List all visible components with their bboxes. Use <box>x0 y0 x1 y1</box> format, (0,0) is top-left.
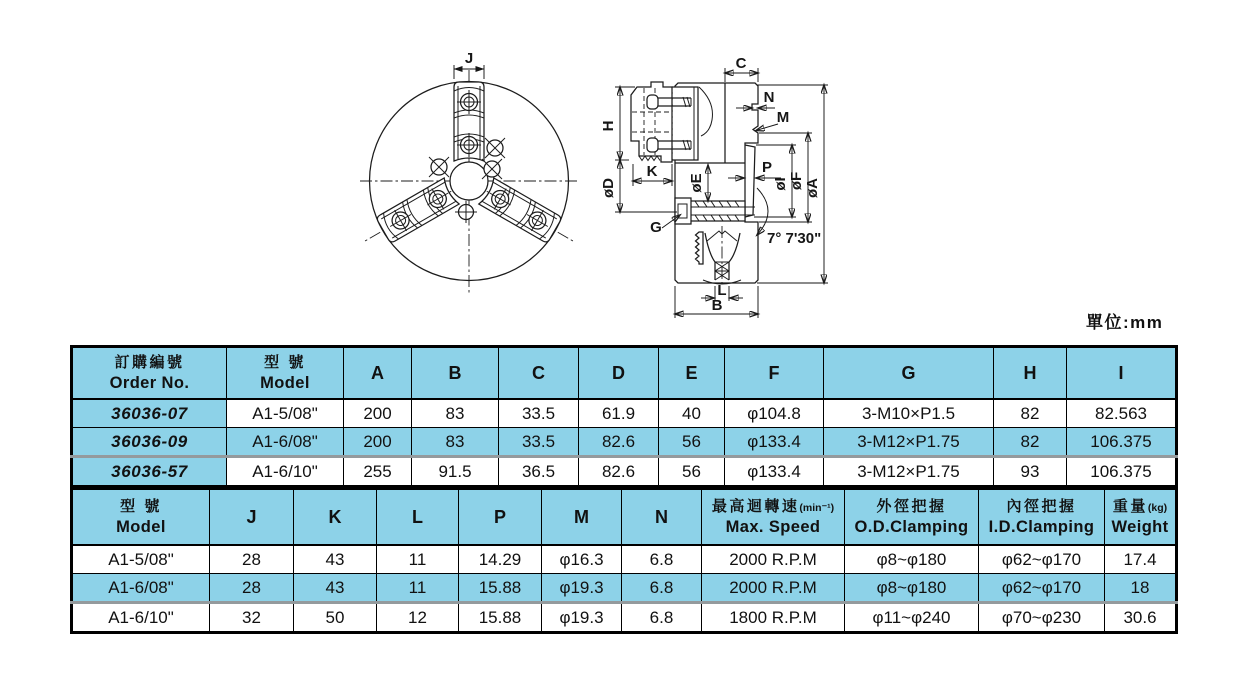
column-header-10: I <box>1067 347 1177 400</box>
dim-label-of: øF <box>788 171 805 191</box>
cell-r0-c0: 36036-07 <box>72 399 227 428</box>
table-row <box>72 457 1177 487</box>
chuck-side-section-drawing <box>595 40 895 340</box>
cell-r0-c2: 200 <box>344 399 412 428</box>
cell-r1-c0: 36036-09 <box>72 428 227 457</box>
cell-r0-c7: 2000 R.P.M <box>702 545 845 574</box>
dim-label-c: C <box>735 55 747 72</box>
cell-r1-c2: 200 <box>344 428 412 457</box>
cell-r0-c3: 11 <box>377 545 459 574</box>
column-header-1: J <box>210 489 294 546</box>
cell-r1-c4: 15.88 <box>459 574 542 603</box>
table-row <box>72 574 1177 603</box>
cell-r2-c0: A1-6/10" <box>72 603 210 633</box>
dim-label-p: P <box>761 159 773 176</box>
dim-label-oa: øA <box>804 178 821 198</box>
cell-r0-c6: 40 <box>659 399 725 428</box>
cell-r0-c8: 3-M10×P1.5 <box>824 399 994 428</box>
cell-r2-c3: 91.5 <box>412 457 499 487</box>
column-header-3: L <box>377 489 459 546</box>
table-row <box>72 545 1177 574</box>
mounting-screw-section <box>675 198 755 224</box>
chuck-jaw <box>479 178 562 243</box>
chuck-front-view-drawing <box>340 40 600 305</box>
cell-r1-c2: 43 <box>294 574 377 603</box>
dim-od <box>600 160 677 212</box>
dim-label-n: N <box>763 89 775 106</box>
column-header-4: P <box>459 489 542 546</box>
cell-r0-c8: φ8~φ180 <box>845 545 979 574</box>
dim-label-k: K <box>646 163 658 180</box>
dim-c <box>725 55 758 82</box>
unit-label: 單位:mm <box>1086 313 1164 332</box>
column-header-0: 訂購編號 Order No. <box>72 347 227 400</box>
cell-r0-c9: 82 <box>994 399 1067 428</box>
dim-label-l: L <box>717 282 727 299</box>
cell-r2-c6: 6.8 <box>622 603 702 633</box>
dim-m <box>756 109 789 131</box>
cell-r0-c1: 28 <box>210 545 294 574</box>
dim-label-j: J <box>464 50 474 67</box>
cell-r2-c9: 93 <box>994 457 1067 487</box>
cell-r2-c5: 82.6 <box>579 457 659 487</box>
cell-r0-c4: 33.5 <box>499 399 579 428</box>
header-row <box>72 347 1177 400</box>
cell-r1-c3: 83 <box>412 428 499 457</box>
column-header-7: 最高迴轉速(min⁻¹) Max. Speed <box>702 489 845 546</box>
cell-r2-c8: 3-M12×P1.75 <box>824 457 994 487</box>
cell-r2-c2: 255 <box>344 457 412 487</box>
dim-h <box>600 87 635 160</box>
cell-r2-c9: φ70~φ230 <box>979 603 1105 633</box>
column-header-10: 重量(kg) Weight <box>1105 489 1177 546</box>
cell-r0-c5: 61.9 <box>579 399 659 428</box>
dim-label-g: G <box>650 219 662 236</box>
cell-r1-c8: 3-M12×P1.75 <box>824 428 994 457</box>
column-header-5: D <box>579 347 659 400</box>
cell-r0-c0: A1-5/08" <box>72 545 210 574</box>
cell-r1-c5: φ19.3 <box>542 574 622 603</box>
dim-label-angle: 7° 7'30" <box>767 230 822 247</box>
cell-r2-c1: 32 <box>210 603 294 633</box>
cell-r1-c9: 82 <box>994 428 1067 457</box>
cell-r2-c2: 50 <box>294 603 377 633</box>
specs-table-container <box>70 487 1178 634</box>
chuck-jaw <box>454 82 484 161</box>
cell-r1-c5: 82.6 <box>579 428 659 457</box>
cell-r0-c10: 82.563 <box>1067 399 1177 428</box>
cell-r1-c7: φ133.4 <box>725 428 824 457</box>
dim-label-h: H <box>600 120 617 132</box>
header-row <box>72 489 1177 546</box>
column-header-2: A <box>344 347 412 400</box>
cell-r1-c3: 11 <box>377 574 459 603</box>
cell-r2-c10: 30.6 <box>1105 603 1177 633</box>
cell-r0-c3: 83 <box>412 399 499 428</box>
column-header-2: K <box>294 489 377 546</box>
cell-r1-c6: 6.8 <box>622 574 702 603</box>
table-row <box>72 428 1177 457</box>
cell-r0-c4: 14.29 <box>459 545 542 574</box>
dim-k <box>633 163 672 186</box>
dimensions-table-container <box>70 345 1178 488</box>
column-header-5: M <box>542 489 622 546</box>
column-header-7: F <box>725 347 824 400</box>
column-header-0: 型 號 Model <box>72 489 210 546</box>
column-header-9: 內徑把握 I.D.Clamping <box>979 489 1105 546</box>
cell-r0-c10: 17.4 <box>1105 545 1177 574</box>
cell-r1-c9: φ62~φ170 <box>979 574 1105 603</box>
cell-r2-c6: 56 <box>659 457 725 487</box>
cell-r2-c10: 106.375 <box>1067 457 1177 487</box>
table-row <box>72 603 1177 633</box>
cell-r2-c0: 36036-57 <box>72 457 227 487</box>
cell-r2-c7: 1800 R.P.M <box>702 603 845 633</box>
column-header-6: E <box>659 347 725 400</box>
dim-label-oi: øI <box>772 177 789 191</box>
cell-r0-c6: 6.8 <box>622 545 702 574</box>
cell-r2-c8: φ11~φ240 <box>845 603 979 633</box>
cell-r0-c9: φ62~φ170 <box>979 545 1105 574</box>
table-row <box>72 399 1177 428</box>
column-header-6: N <box>622 489 702 546</box>
dim-label-oe: øE <box>688 173 705 193</box>
cell-r0-c7: φ104.8 <box>725 399 824 428</box>
column-header-4: C <box>499 347 579 400</box>
cell-r1-c10: 106.375 <box>1067 428 1177 457</box>
cell-r0-c1: A1-5/08" <box>227 399 344 428</box>
cell-r1-c7: 2000 R.P.M <box>702 574 845 603</box>
column-header-9: H <box>994 347 1067 400</box>
cell-r1-c10: 18 <box>1105 574 1177 603</box>
dimensions-table <box>70 345 1178 488</box>
specs-table <box>70 487 1178 634</box>
cell-r2-c5: φ19.3 <box>542 603 622 633</box>
dim-label-od: øD <box>600 178 617 198</box>
cell-r0-c5: φ16.3 <box>542 545 622 574</box>
cell-r1-c6: 56 <box>659 428 725 457</box>
column-header-3: B <box>412 347 499 400</box>
cell-r2-c4: 36.5 <box>499 457 579 487</box>
cell-r2-c4: 15.88 <box>459 603 542 633</box>
cell-r1-c1: 28 <box>210 574 294 603</box>
cell-r2-c1: A1-6/10" <box>227 457 344 487</box>
cell-r0-c2: 43 <box>294 545 377 574</box>
dim-label-b: B <box>711 297 723 314</box>
chuck-jaw <box>376 178 459 243</box>
cell-r1-c0: A1-6/08" <box>72 574 210 603</box>
cell-r2-c7: φ133.4 <box>725 457 824 487</box>
column-header-8: 外徑把握 O.D.Clamping <box>845 489 979 546</box>
cell-r1-c4: 33.5 <box>499 428 579 457</box>
cell-r2-c3: 12 <box>377 603 459 633</box>
column-header-1: 型 號 Model <box>227 347 344 400</box>
column-header-8: G <box>824 347 994 400</box>
dim-label-m: M <box>776 109 790 126</box>
cell-r1-c1: A1-6/08" <box>227 428 344 457</box>
cell-r1-c8: φ8~φ180 <box>845 574 979 603</box>
